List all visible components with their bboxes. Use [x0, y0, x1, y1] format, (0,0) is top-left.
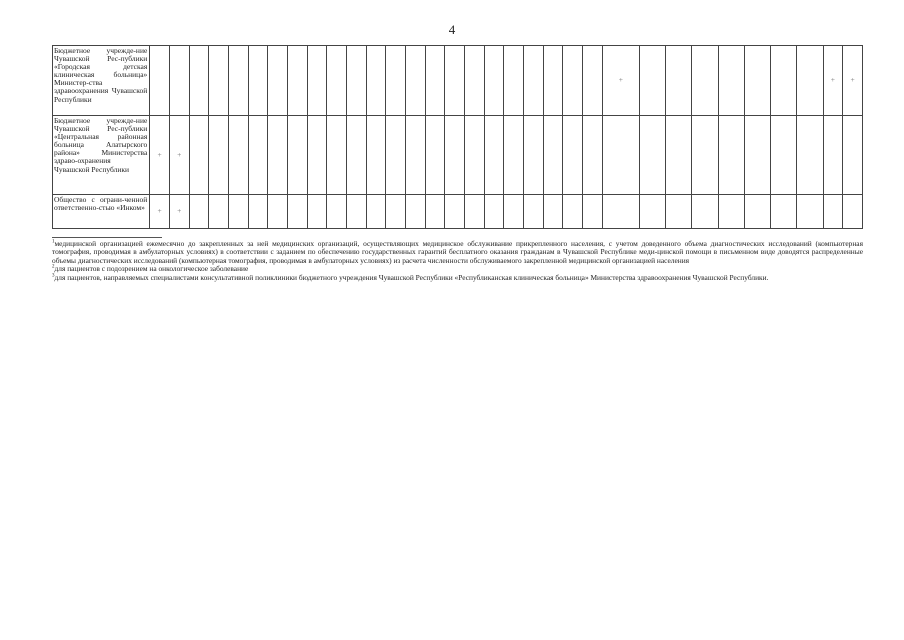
empty-cell — [406, 195, 426, 229]
empty-cell — [268, 116, 288, 195]
empty-cell — [771, 116, 797, 195]
empty-cell — [692, 46, 718, 116]
empty-cell — [327, 116, 347, 195]
footnote-separator — [52, 237, 162, 238]
empty-cell — [484, 116, 504, 195]
table-row — [53, 116, 863, 195]
empty-cell — [465, 116, 485, 195]
empty-cell — [744, 195, 770, 229]
mark-cell: + — [169, 116, 189, 195]
empty-cell — [268, 46, 288, 116]
mark-cell: + — [823, 46, 843, 116]
empty-cell — [666, 195, 692, 229]
footnote-3 — [52, 274, 863, 282]
empty-cell — [347, 195, 367, 229]
empty-cell — [465, 195, 485, 229]
organization-name-cell: Бюджетное учрежде-ние Чувашской Рес-публики «Центральная районная больница Алатырского района» Министерства здраво-охранения Чувашской Республики — [53, 116, 150, 195]
footnote-text: для пациентов с подозрением на онкологическое заболевание — [54, 264, 249, 274]
empty-cell — [366, 116, 386, 195]
footnote-marker: 3 — [52, 273, 55, 279]
empty-cell — [287, 195, 307, 229]
empty-cell — [248, 195, 268, 229]
footnote-text: для пациентов, направляемых специалистами консультативной поликлиники бюджетного учреждения Чувашской Республики «Республиканская клиническая больница» Министерства здравоохранения Чувашской Республики. — [54, 272, 769, 282]
empty-cell — [228, 46, 248, 116]
empty-cell — [666, 46, 692, 116]
empty-cell — [347, 116, 367, 195]
empty-cell — [583, 116, 603, 195]
mark-cell: + — [150, 116, 170, 195]
empty-cell — [189, 46, 209, 116]
empty-cell — [386, 195, 406, 229]
empty-cell — [744, 116, 770, 195]
empty-cell — [484, 195, 504, 229]
empty-cell — [287, 116, 307, 195]
empty-cell — [425, 46, 445, 116]
empty-cell — [386, 46, 406, 116]
empty-cell — [524, 195, 544, 229]
empty-cell — [504, 116, 524, 195]
empty-cell — [248, 46, 268, 116]
organization-name-cell: Общество с ограни-ченной ответственно-стью «Инком» — [53, 195, 150, 229]
empty-cell — [504, 46, 524, 116]
empty-cell — [189, 195, 209, 229]
empty-cell — [639, 195, 665, 229]
footnote-marker: 1 — [52, 239, 55, 245]
empty-cell — [692, 195, 718, 229]
empty-cell — [287, 46, 307, 116]
organization-name-cell: Бюджетное учрежде-ние Чувашской Рес-публики «Городская детская клиническая больница» Министер-ства здравоохранения Чувашской Республики — [53, 46, 150, 116]
empty-cell — [583, 46, 603, 116]
empty-cell — [524, 116, 544, 195]
empty-cell — [524, 46, 544, 116]
empty-cell — [406, 116, 426, 195]
empty-cell — [445, 195, 465, 229]
empty-cell — [543, 46, 563, 116]
empty-cell — [425, 195, 445, 229]
empty-cell — [797, 116, 823, 195]
footnote-text: медицинской организацией ежемесячно до закрепленных за ней медицинских организаций, осуществляющих медицинское обслуживание прикрепленного населения, с учетом доведенного объема диагностических исследований (компьютерная томография, проводимая в амбулаторных условиях) в соответствии с заданием по обеспечению государственных гарантий бесплатного оказания гражданам в Чувашской Республике меди-цинской помощи в письменном виде доводятся распределенные объемы диагностических исследований (компьютерная томография, проводимая в амбулаторных условиях) из расчета численности обслуживаемого закрепленной медицинской организацией населения — [52, 239, 863, 265]
empty-cell — [347, 46, 367, 116]
mark-cell: + — [602, 46, 639, 116]
empty-cell — [823, 195, 843, 229]
empty-cell — [797, 195, 823, 229]
empty-cell — [425, 116, 445, 195]
empty-cell — [583, 195, 603, 229]
empty-cell — [366, 195, 386, 229]
empty-cell — [823, 116, 843, 195]
empty-cell — [718, 195, 744, 229]
empty-cell — [228, 195, 248, 229]
footnote-1 — [52, 240, 863, 265]
empty-cell — [209, 195, 229, 229]
page-number: 4 — [448, 22, 456, 37]
footnotes — [52, 237, 863, 282]
empty-cell — [797, 46, 823, 116]
empty-cell — [744, 46, 770, 116]
empty-cell — [366, 46, 386, 116]
empty-cell — [563, 116, 583, 195]
empty-cell — [189, 116, 209, 195]
empty-cell — [327, 46, 347, 116]
empty-cell — [843, 116, 863, 195]
empty-cell — [543, 116, 563, 195]
empty-cell — [504, 195, 524, 229]
empty-cell — [771, 46, 797, 116]
empty-cell — [327, 195, 347, 229]
empty-cell — [465, 46, 485, 116]
providers-table — [52, 45, 863, 229]
empty-cell — [169, 46, 189, 116]
empty-cell — [563, 195, 583, 229]
empty-cell — [386, 116, 406, 195]
empty-cell — [268, 195, 288, 229]
empty-cell — [307, 116, 327, 195]
empty-cell — [718, 116, 744, 195]
empty-cell — [602, 116, 639, 195]
empty-cell — [484, 46, 504, 116]
empty-cell — [445, 46, 465, 116]
empty-cell — [771, 195, 797, 229]
empty-cell — [150, 46, 170, 116]
mark-cell: + — [150, 195, 170, 229]
empty-cell — [666, 116, 692, 195]
empty-cell — [406, 46, 426, 116]
empty-cell — [602, 195, 639, 229]
empty-cell — [718, 46, 744, 116]
empty-cell — [543, 195, 563, 229]
table-row — [53, 195, 863, 229]
table-row — [53, 46, 863, 116]
empty-cell — [639, 46, 665, 116]
empty-cell — [563, 46, 583, 116]
empty-cell — [209, 116, 229, 195]
empty-cell — [228, 116, 248, 195]
empty-cell — [445, 116, 465, 195]
empty-cell — [843, 195, 863, 229]
footnote-marker: 2 — [52, 264, 55, 270]
empty-cell — [307, 46, 327, 116]
empty-cell — [639, 116, 665, 195]
mark-cell: + — [169, 195, 189, 229]
empty-cell — [248, 116, 268, 195]
empty-cell — [307, 195, 327, 229]
empty-cell — [692, 116, 718, 195]
empty-cell — [209, 46, 229, 116]
mark-cell: + — [843, 46, 863, 116]
